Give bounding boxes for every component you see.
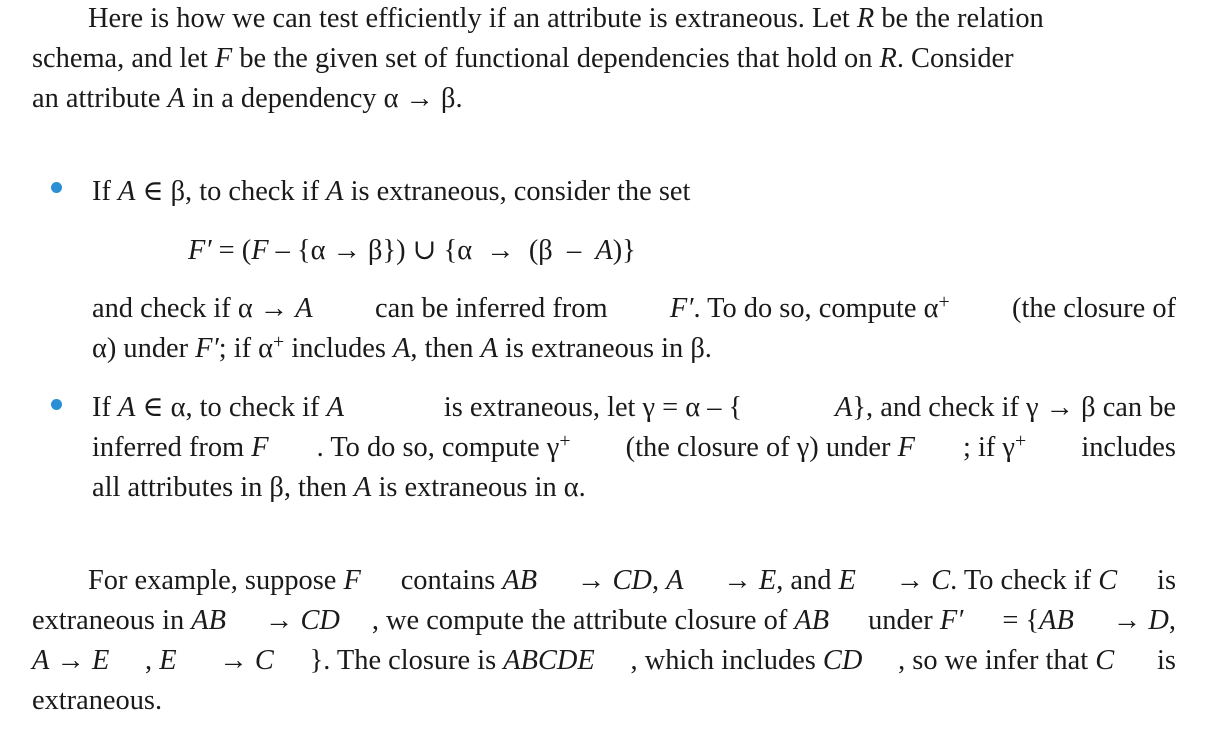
bullet-1-formula: F′ = (F – {α → β}) ∪ {α → (β – A)}: [188, 235, 636, 266]
example-line-1: For example, suppose F contains AB → CD, A → E, and E → C. To check if C is: [88, 565, 1176, 596]
intro-line-2: schema, and let F be the given set of functional dependencies that hold on R. Consider: [32, 43, 1014, 74]
bullet-2-line-1: If A ∈ α, to check if A is extraneous, let γ = α – { A}, and check if γ → β can be: [92, 392, 1176, 423]
example-line-4: extraneous.: [32, 685, 163, 716]
bullet-2-line-3: all attributes in β, then A is extraneous in α.: [92, 472, 586, 503]
intro-line-3: an attribute A in a dependency α → β.: [32, 83, 463, 114]
example-line-3: A → E , E → C }. The closure is ABCDE , which includes CD , so we infer that C is: [32, 645, 1176, 676]
example-line-2: extraneous in AB → CD , we compute the attribute closure of AB under F′ = {AB → D,: [32, 605, 1176, 636]
bullet-2-line-2: inferred from F . To do so, compute γ+ (the closure of γ) under F ; if γ+ includes: [92, 430, 1176, 463]
intro-line-1: Here is how we can test efficiently if an attribute is extraneous. Let R be the relation: [88, 3, 1044, 34]
bullet-dot: [51, 399, 62, 410]
bullet-dot: [51, 182, 62, 193]
bullet-1-line-3: α) under F′; if α+ includes A, then A is extraneous in β.: [92, 331, 712, 364]
bullet-1-line-2: and check if α → A can be inferred from F′. To do so, compute α+ (the closure of: [92, 291, 1176, 324]
bullet-1-line-1: If A ∈ β, to check if A is extraneous, consider the set: [92, 176, 691, 207]
